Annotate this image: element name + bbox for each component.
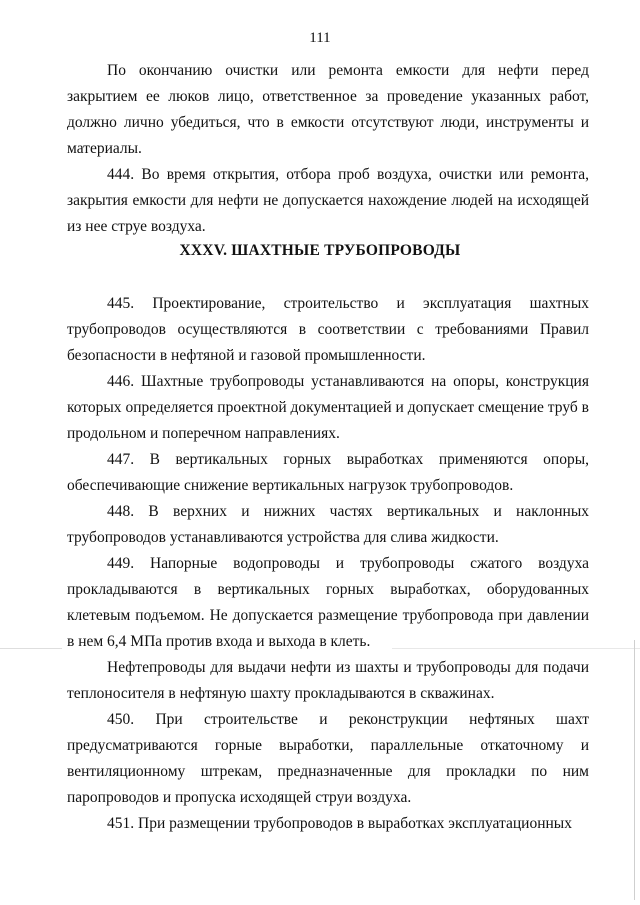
text-block-main: [67, 291, 589, 837]
scan-edge-line: [634, 640, 635, 900]
paragraph-445: 445. Проектирование, строительство и эксплуатация шахтных трубопроводов осуществляются в соответствии с требованиями Правил безопасности в нефтяной и газовой промышленности.: [67, 295, 589, 364]
section-title: XXXV. ШАХТНЫЕ ТРУБОПРОВОДЫ: [179, 242, 461, 259]
paragraph-449-continued: Нефтепроводы для выдачи нефти из шахты и трубопроводы для подачи теплоносителя в нефтяную шахту прокладываются в скважинах.: [67, 659, 589, 702]
paragraph-450: 450. При строительстве и реконструкции нефтяных шахт предусматриваются горные выработки, параллельные откаточному и вентиляционному штрекам, предназначенные для прокладки по ним паропроводов и пропуска исходящей струи воздуха.: [67, 711, 589, 806]
paragraph-446: 446. Шахтные трубопроводы устанавливаются на опоры, конструкция которых определяется проектной документацией и допускает смещение труб в продольном и поперечном направлениях.: [67, 373, 589, 442]
text-block-top: [67, 58, 589, 240]
paragraph-449: 449. Напорные водопроводы и трубопроводы сжатого воздуха прокладываются в вертикальных горных выработках, оборудованных клетевым подъемом. Не допускается размещение трубопровода при давлении в нем 6,4 МПа против входа и выхода в клеть.: [67, 555, 589, 650]
paragraph-448: 448. В верхних и нижних частях вертикальных и наклонных трубопроводов устанавливаются устройства для слива жидкости.: [67, 503, 589, 546]
paragraph-447: 447. В вертикальных горных выработках применяются опоры, обеспечивающие снижение вертикальных нагрузок трубопроводов.: [67, 451, 589, 494]
scan-artifact-left: [0, 648, 62, 649]
paragraph-451: 451. При размещении трубопроводов в выработках эксплуатационных: [107, 815, 572, 832]
paragraph: По окончанию очистки или ремонта емкости для нефти перед закрытием ее люков лицо, ответственное за проведение указанных работ, должно лично убедиться, что в емкости отсутствуют люди, инструменты и материалы.: [67, 62, 589, 157]
page-number: 111: [309, 30, 331, 46]
scan-artifact-right: [392, 648, 640, 649]
paragraph-444: 444. Во время открытия, отбора проб воздуха, очистки или ремонта, закрытия емкости для нефти не допускается нахождение людей на исходящей из нее струе воздуха.: [67, 166, 589, 235]
